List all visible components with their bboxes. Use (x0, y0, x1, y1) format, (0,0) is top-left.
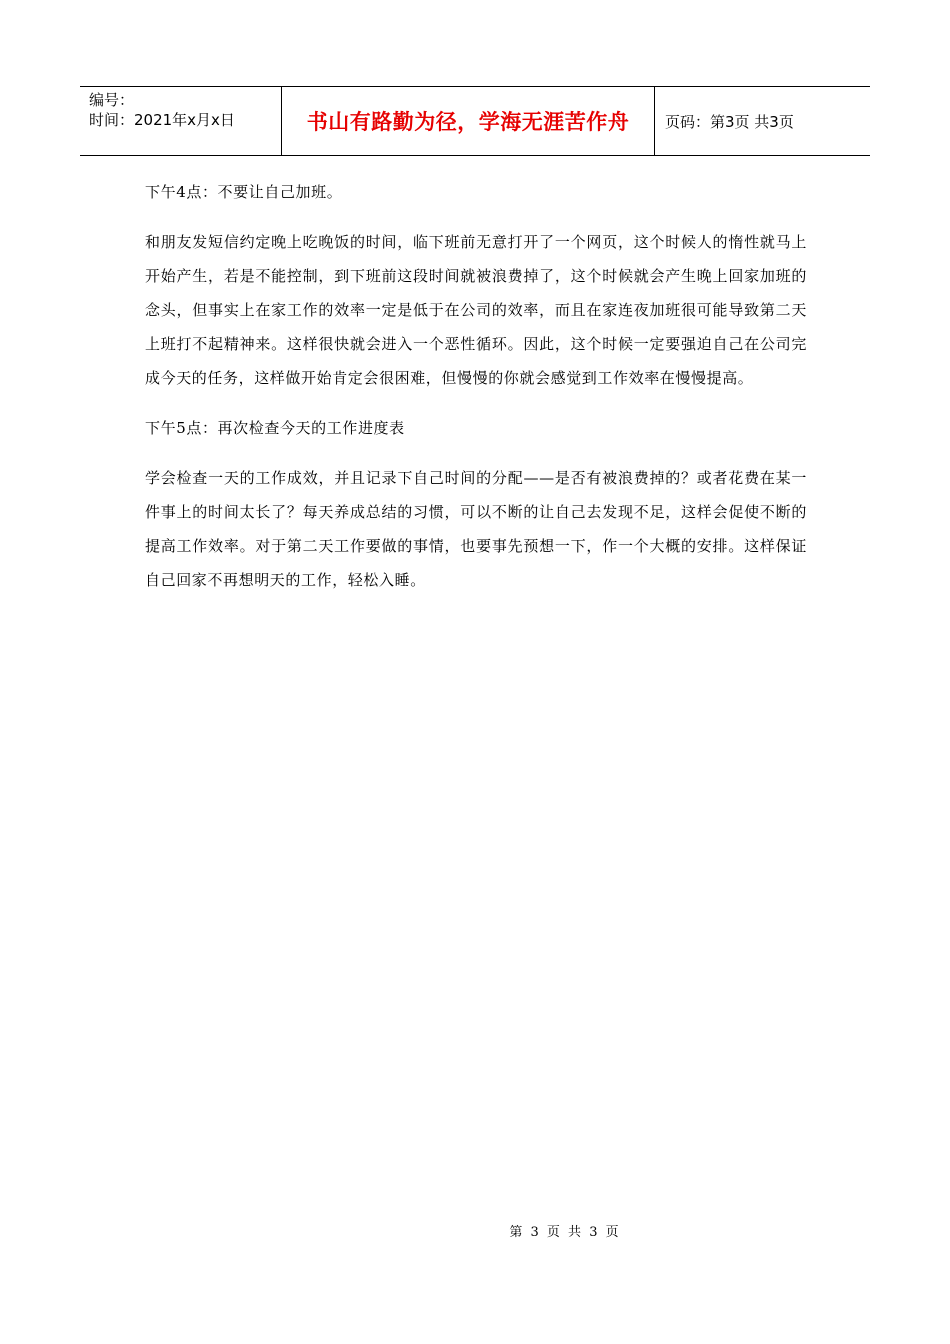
header-page-cell (655, 87, 870, 155)
section-heading-4pm: 下午4点：不要让自己加班。 (145, 183, 343, 201)
time-label: 时间：2021年x月x日 (89, 111, 235, 129)
number-label: 编号： (89, 91, 135, 109)
document-body (145, 175, 807, 613)
page-footer: 第 3 页 共 3 页 (509, 1225, 621, 1240)
motto-text: 书山有路勤为径，学海无涯苦作舟 (306, 110, 630, 134)
document-header (80, 86, 870, 156)
header-motto-cell (282, 87, 655, 155)
page-info: 页码：第3页 共3页 (665, 112, 794, 131)
paragraph-4pm: 和朋友发短信约定晚上吃晚饭的时间，临下班前无意打开了一个网页，这个时候人的惰性就马上开始产生，若是不能控制，到下班前这段时间就被浪费掉了，这个时候就会产生晚上回家加班的念头，但事实上在家工作的效率一定是低于在公司的效率，而且在家连夜加班很可能导致第二天上班打不起精神来。这样很快就会进入一个恶性循环。因此，这个时候一定要强迫自己在公司完成今天的任务，这样做开始肯定会很困难，但慢慢的你就会感觉到工作效率在慢慢提高。 (145, 233, 807, 387)
paragraph-5pm: 学会检查一天的工作成效，并且记录下自己时间的分配——是否有被浪费掉的？或者花费在某一件事上的时间太长了？每天养成总结的习惯，可以不断的让自己去发现不足，这样会促使不断的提高工作效率。对于第二天工作要做的事情，也要事先预想一下，作一个大概的安排。这样保证自己回家不再想明天的工作，轻松入睡。 (145, 469, 807, 589)
section-heading-5pm: 下午5点：再次检查今天的工作进度表 (145, 419, 405, 437)
header-meta-cell (80, 87, 282, 155)
